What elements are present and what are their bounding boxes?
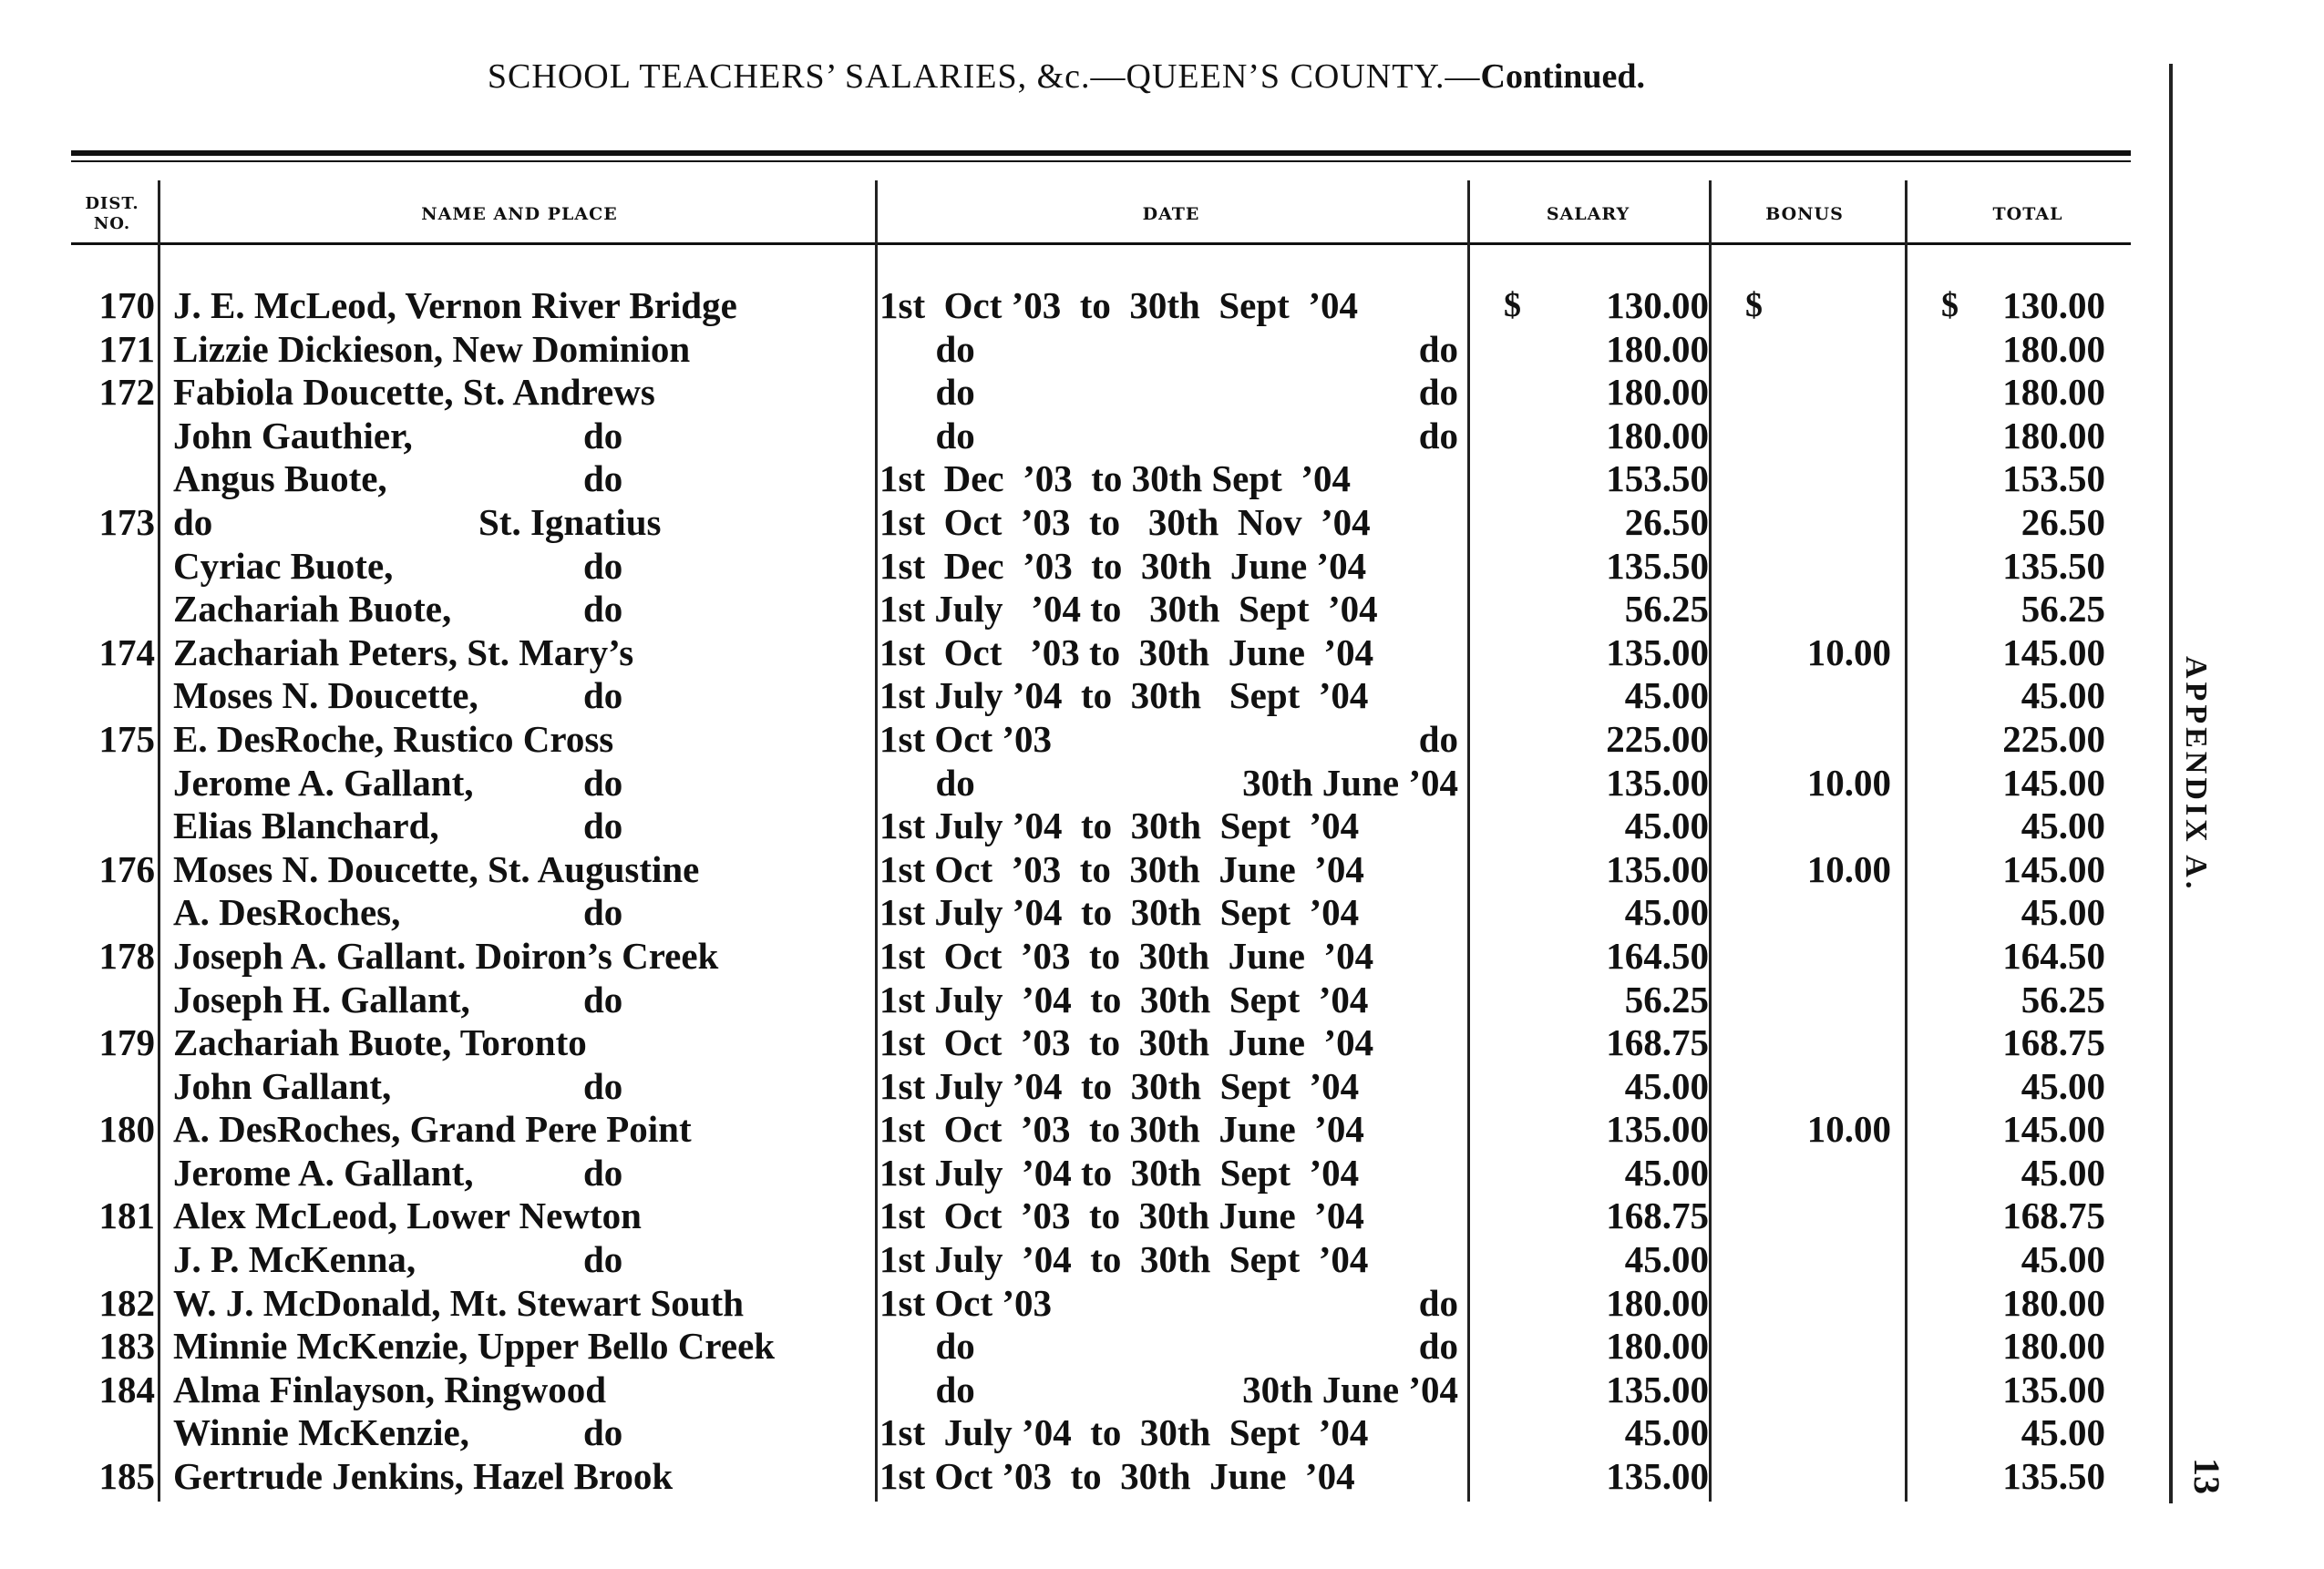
header-date: DATE [1142, 204, 1200, 224]
table-row [0, 1152, 2187, 1195]
date-from-cell: 1st Oct ’03 to 30th June ’04 [879, 1195, 1364, 1237]
table-row [0, 891, 2187, 935]
name-cell: Zachariah Buote, Toronto [173, 1021, 587, 1064]
place-cell: do [583, 761, 623, 804]
dist-no-cell: 174 [98, 631, 155, 673]
place-cell: do [583, 674, 623, 717]
top-rule-thin [71, 160, 2131, 162]
date-from-cell: 1st Oct ’03 to 30th Sept ’04 [879, 284, 1358, 326]
date-from-cell: 1st July ’04 to 30th Sept ’04 [879, 1151, 1360, 1194]
dist-no-cell: 181 [98, 1195, 155, 1237]
header-dist-line2: NO. [93, 214, 131, 233]
table-row [0, 284, 2187, 328]
total-cell: 135.50 [2002, 1455, 2105, 1498]
name-cell: Jerome A. Gallant, [173, 761, 474, 804]
date-from-cell: 1st July ’04 to 30th Sept ’04 [879, 588, 1378, 631]
name-cell: E. DesRoche, Rustico Cross [173, 717, 614, 760]
salary-cell: 135.00 [1606, 847, 1709, 890]
place-cell: St. Ignatius [478, 500, 662, 543]
table-row [0, 762, 2187, 805]
salary-cell: 26.50 [1624, 500, 1709, 543]
bonus-cell: 10.00 [1806, 761, 1891, 804]
date-from-cell: 1st Oct ’03 to 30th June ’04 [879, 1021, 1374, 1064]
dollar-sign-salary: $ [1504, 286, 1521, 324]
dist-no-cell: 173 [98, 500, 155, 543]
place-cell: do [583, 457, 623, 500]
date-to-cell: do [1418, 717, 1458, 760]
salary-table-body [0, 284, 2187, 1499]
table-row [0, 848, 2187, 892]
total-cell: 168.75 [2002, 1021, 2105, 1064]
table-row [0, 979, 2187, 1022]
table-row [0, 1369, 2187, 1412]
place-cell: do [583, 891, 623, 934]
date-to-cell: 30th June ’04 [1242, 761, 1458, 804]
dist-no-cell: 178 [98, 934, 155, 977]
table-row [0, 1195, 2187, 1238]
bonus-cell: 10.00 [1806, 631, 1891, 673]
salary-cell: 180.00 [1606, 414, 1709, 456]
name-cell: Zachariah Peters, St. Mary’s [173, 631, 634, 673]
table-row [0, 805, 2187, 848]
place-cell: do [583, 544, 623, 587]
dist-no-cell: 182 [98, 1281, 155, 1324]
total-cell: 45.00 [2021, 805, 2105, 847]
name-cell: Fabiola Doucette, St. Andrews [173, 371, 655, 414]
salary-cell: 45.00 [1624, 1238, 1709, 1281]
table-row [0, 1282, 2187, 1326]
table-row [0, 1325, 2187, 1369]
place-cell: do [583, 1151, 623, 1194]
name-cell: A. DesRoches, Grand Pere Point [173, 1108, 692, 1151]
name-cell: Angus Buote, [173, 457, 387, 500]
date-from-cell: 1st Oct ’03 to 30th Nov ’04 [879, 500, 1371, 543]
date-from-cell: 1st Oct ’03 to 30th June ’04 [879, 1108, 1364, 1151]
salary-cell: 135.00 [1606, 761, 1709, 804]
total-cell: 145.00 [2002, 761, 2105, 804]
page-title [0, 56, 2133, 97]
table-row [0, 1021, 2187, 1065]
total-cell: 45.00 [2021, 1411, 2105, 1454]
name-cell: Zachariah Buote, [173, 588, 452, 631]
salary-cell: 45.00 [1624, 1151, 1709, 1194]
date-from-cell: 1st Oct ’03 to 30th June ’04 [879, 847, 1364, 890]
table-row [0, 1238, 2187, 1282]
total-cell: 45.00 [2021, 674, 2105, 717]
date-from-cell: 1st Oct ’03 [879, 1281, 1053, 1324]
salary-cell: 135.00 [1606, 1455, 1709, 1498]
total-cell: 145.00 [2002, 847, 2105, 890]
total-cell: 26.50 [2021, 500, 2105, 543]
header-dist-line1: DIST. [85, 194, 139, 213]
total-cell: 180.00 [2002, 327, 2105, 370]
salary-cell: 45.00 [1624, 805, 1709, 847]
place-cell: do [583, 1411, 623, 1454]
salary-cell: 180.00 [1606, 327, 1709, 370]
table-row [0, 674, 2187, 718]
table-row [0, 1108, 2187, 1152]
date-from-cell: 1st July ’04 to 30th Sept ’04 [879, 1064, 1360, 1107]
name-cell: Moses N. Doucette, St. Augustine [173, 847, 700, 890]
place-cell: do [583, 1238, 623, 1281]
date-from-cell: 1st July ’04 to 30th Sept ’04 [879, 674, 1369, 717]
name-cell: Winnie McKenzie, [173, 1411, 469, 1454]
date-from-cell: do [879, 327, 975, 370]
total-cell: 56.25 [2021, 978, 2105, 1020]
name-cell: Elias Blanchard, [173, 805, 439, 847]
total-cell: 45.00 [2021, 1064, 2105, 1107]
name-cell: John Gallant, [173, 1064, 392, 1107]
salary-cell: 56.25 [1624, 978, 1709, 1020]
place-cell: do [583, 805, 623, 847]
dollar-sign-bonus: $ [1745, 286, 1763, 324]
place-cell: do [583, 978, 623, 1020]
salary-cell: 45.00 [1624, 891, 1709, 934]
salary-cell: 180.00 [1606, 371, 1709, 414]
header-total: TOTAL [1992, 204, 2063, 224]
dist-no-cell: 184 [98, 1368, 155, 1410]
header-salary: SALARY [1546, 204, 1630, 224]
date-to-cell: do [1418, 414, 1458, 456]
title-text: SCHOOL TEACHERS’ SALARIES, &c.—QUEEN’S COUNTY.— [487, 57, 1481, 96]
salary-cell: 135.00 [1606, 631, 1709, 673]
salary-cell: 225.00 [1606, 717, 1709, 760]
table-row [0, 718, 2187, 762]
salary-cell: 130.00 [1606, 284, 1709, 326]
date-from-cell: 1st July ’04 to 30th Sept ’04 [879, 805, 1360, 847]
name-cell: Alma Finlayson, Ringwood [173, 1368, 607, 1410]
table-row [0, 631, 2187, 675]
table-row [0, 501, 2187, 545]
name-cell: Moses N. Doucette, [173, 674, 478, 717]
dist-no-cell: 185 [98, 1455, 155, 1498]
total-cell: 45.00 [2021, 1238, 2105, 1281]
header-dist-no [71, 191, 153, 237]
name-cell: Alex McLeod, Lower Newton [173, 1195, 642, 1237]
name-cell: Joseph H. Gallant, [173, 978, 470, 1020]
salary-cell: 45.00 [1624, 1411, 1709, 1454]
appendix-label: APPENDIX A. [2179, 656, 2213, 893]
date-from-cell: do [879, 761, 975, 804]
name-cell: Cyriac Buote, [173, 544, 394, 587]
date-to-cell: do [1418, 371, 1458, 414]
table-row [0, 545, 2187, 589]
table-row [0, 1411, 2187, 1455]
total-cell: 130.00 [2002, 284, 2105, 326]
table-row [0, 328, 2187, 372]
dist-no-cell: 176 [98, 847, 155, 890]
salary-cell: 180.00 [1606, 1281, 1709, 1324]
name-cell: Minnie McKenzie, Upper Bello Creek [173, 1325, 776, 1368]
date-from-cell: 1st July ’04 to 30th Sept ’04 [879, 1411, 1369, 1454]
place-cell: do [583, 414, 623, 456]
date-from-cell: 1st Oct ’03 to 30th June ’04 [879, 934, 1374, 977]
date-to-cell: do [1418, 1325, 1458, 1368]
date-from-cell: 1st Dec ’03 to 30th Sept ’04 [879, 457, 1351, 500]
salary-cell: 168.75 [1606, 1021, 1709, 1064]
table-row [0, 415, 2187, 458]
table-row [0, 1455, 2187, 1499]
total-cell: 164.50 [2002, 934, 2105, 977]
salary-cell: 153.50 [1606, 457, 1709, 500]
table-row [0, 935, 2187, 979]
total-cell: 180.00 [2002, 414, 2105, 456]
name-cell: Lizzie Dickieson, New Dominion [173, 327, 691, 370]
name-cell: A. DesRoches, [173, 891, 401, 934]
dist-no-cell: 183 [98, 1325, 155, 1368]
date-to-cell: 30th June ’04 [1242, 1368, 1458, 1410]
total-cell: 56.25 [2021, 588, 2105, 631]
total-cell: 135.50 [2002, 544, 2105, 587]
name-cell: W. J. McDonald, Mt. Stewart South [173, 1281, 745, 1324]
salary-cell: 45.00 [1624, 1064, 1709, 1107]
name-cell: John Gauthier, [173, 414, 413, 456]
dist-no-cell: 175 [98, 717, 155, 760]
bonus-cell: 10.00 [1806, 847, 1891, 890]
dist-no-cell: 170 [98, 284, 155, 326]
dist-no-cell: 172 [98, 371, 155, 414]
date-from-cell: do [879, 1325, 975, 1368]
date-from-cell: 1st July ’04 to 30th Sept ’04 [879, 891, 1360, 934]
table-row [0, 588, 2187, 631]
total-cell: 145.00 [2002, 1108, 2105, 1151]
salary-cell: 164.50 [1606, 934, 1709, 977]
salary-cell: 56.25 [1624, 588, 1709, 631]
total-cell: 153.50 [2002, 457, 2105, 500]
date-from-cell: do [879, 414, 975, 456]
total-cell: 45.00 [2021, 891, 2105, 934]
salary-cell: 168.75 [1606, 1195, 1709, 1237]
salary-cell: 180.00 [1606, 1325, 1709, 1368]
salary-cell: 135.50 [1606, 544, 1709, 587]
dist-no-cell: 179 [98, 1021, 155, 1064]
title-continued: Continued. [1480, 57, 1646, 96]
name-cell: Joseph A. Gallant. Doiron’s Creek [173, 934, 719, 977]
header-name-place: NAME AND PLACE [421, 204, 618, 224]
salary-cell: 45.00 [1624, 674, 1709, 717]
salary-cell: 135.00 [1606, 1108, 1709, 1151]
total-cell: 180.00 [2002, 1281, 2105, 1324]
date-from-cell: do [879, 1368, 975, 1410]
header-rule [71, 242, 2131, 245]
place-cell: do [583, 1064, 623, 1107]
table-row [0, 1065, 2187, 1109]
bonus-cell: 10.00 [1806, 1108, 1891, 1151]
name-cell: Jerome A. Gallant, [173, 1151, 474, 1194]
date-from-cell: 1st Oct ’03 to 30th June ’04 [879, 631, 1374, 673]
name-cell: J. E. McLeod, Vernon River Bridge [173, 284, 737, 326]
place-cell: do [583, 588, 623, 631]
total-cell: 168.75 [2002, 1195, 2105, 1237]
date-from-cell: 1st Oct ’03 [879, 717, 1053, 760]
total-cell: 225.00 [2002, 717, 2105, 760]
date-from-cell: do [879, 371, 975, 414]
dollar-sign-total: $ [1941, 286, 1959, 324]
total-cell: 135.00 [2002, 1368, 2105, 1410]
table-row [0, 457, 2187, 501]
header-bonus: BONUS [1765, 204, 1844, 224]
dist-no-cell: 171 [98, 327, 155, 370]
date-from-cell: 1st Oct ’03 to 30th June ’04 [879, 1455, 1355, 1498]
date-from-cell: 1st July ’04 to 30th Sept ’04 [879, 1238, 1369, 1281]
name-cell: J. P. McKenna, [173, 1238, 416, 1281]
total-cell: 180.00 [2002, 371, 2105, 414]
total-cell: 145.00 [2002, 631, 2105, 673]
name-cell: do [173, 500, 213, 543]
total-cell: 45.00 [2021, 1151, 2105, 1194]
table-row [0, 371, 2187, 415]
date-to-cell: do [1418, 1281, 1458, 1324]
date-from-cell: 1st Dec ’03 to 30th June ’04 [879, 544, 1367, 587]
total-cell: 180.00 [2002, 1325, 2105, 1368]
dist-no-cell: 180 [98, 1108, 155, 1151]
salary-cell: 135.00 [1606, 1368, 1709, 1410]
name-cell: Gertrude Jenkins, Hazel Brook [173, 1455, 674, 1498]
page-number: 13 [2186, 1458, 2227, 1494]
date-from-cell: 1st July ’04 to 30th Sept ’04 [879, 978, 1369, 1020]
date-to-cell: do [1418, 327, 1458, 370]
top-rule-thick [71, 150, 2131, 156]
